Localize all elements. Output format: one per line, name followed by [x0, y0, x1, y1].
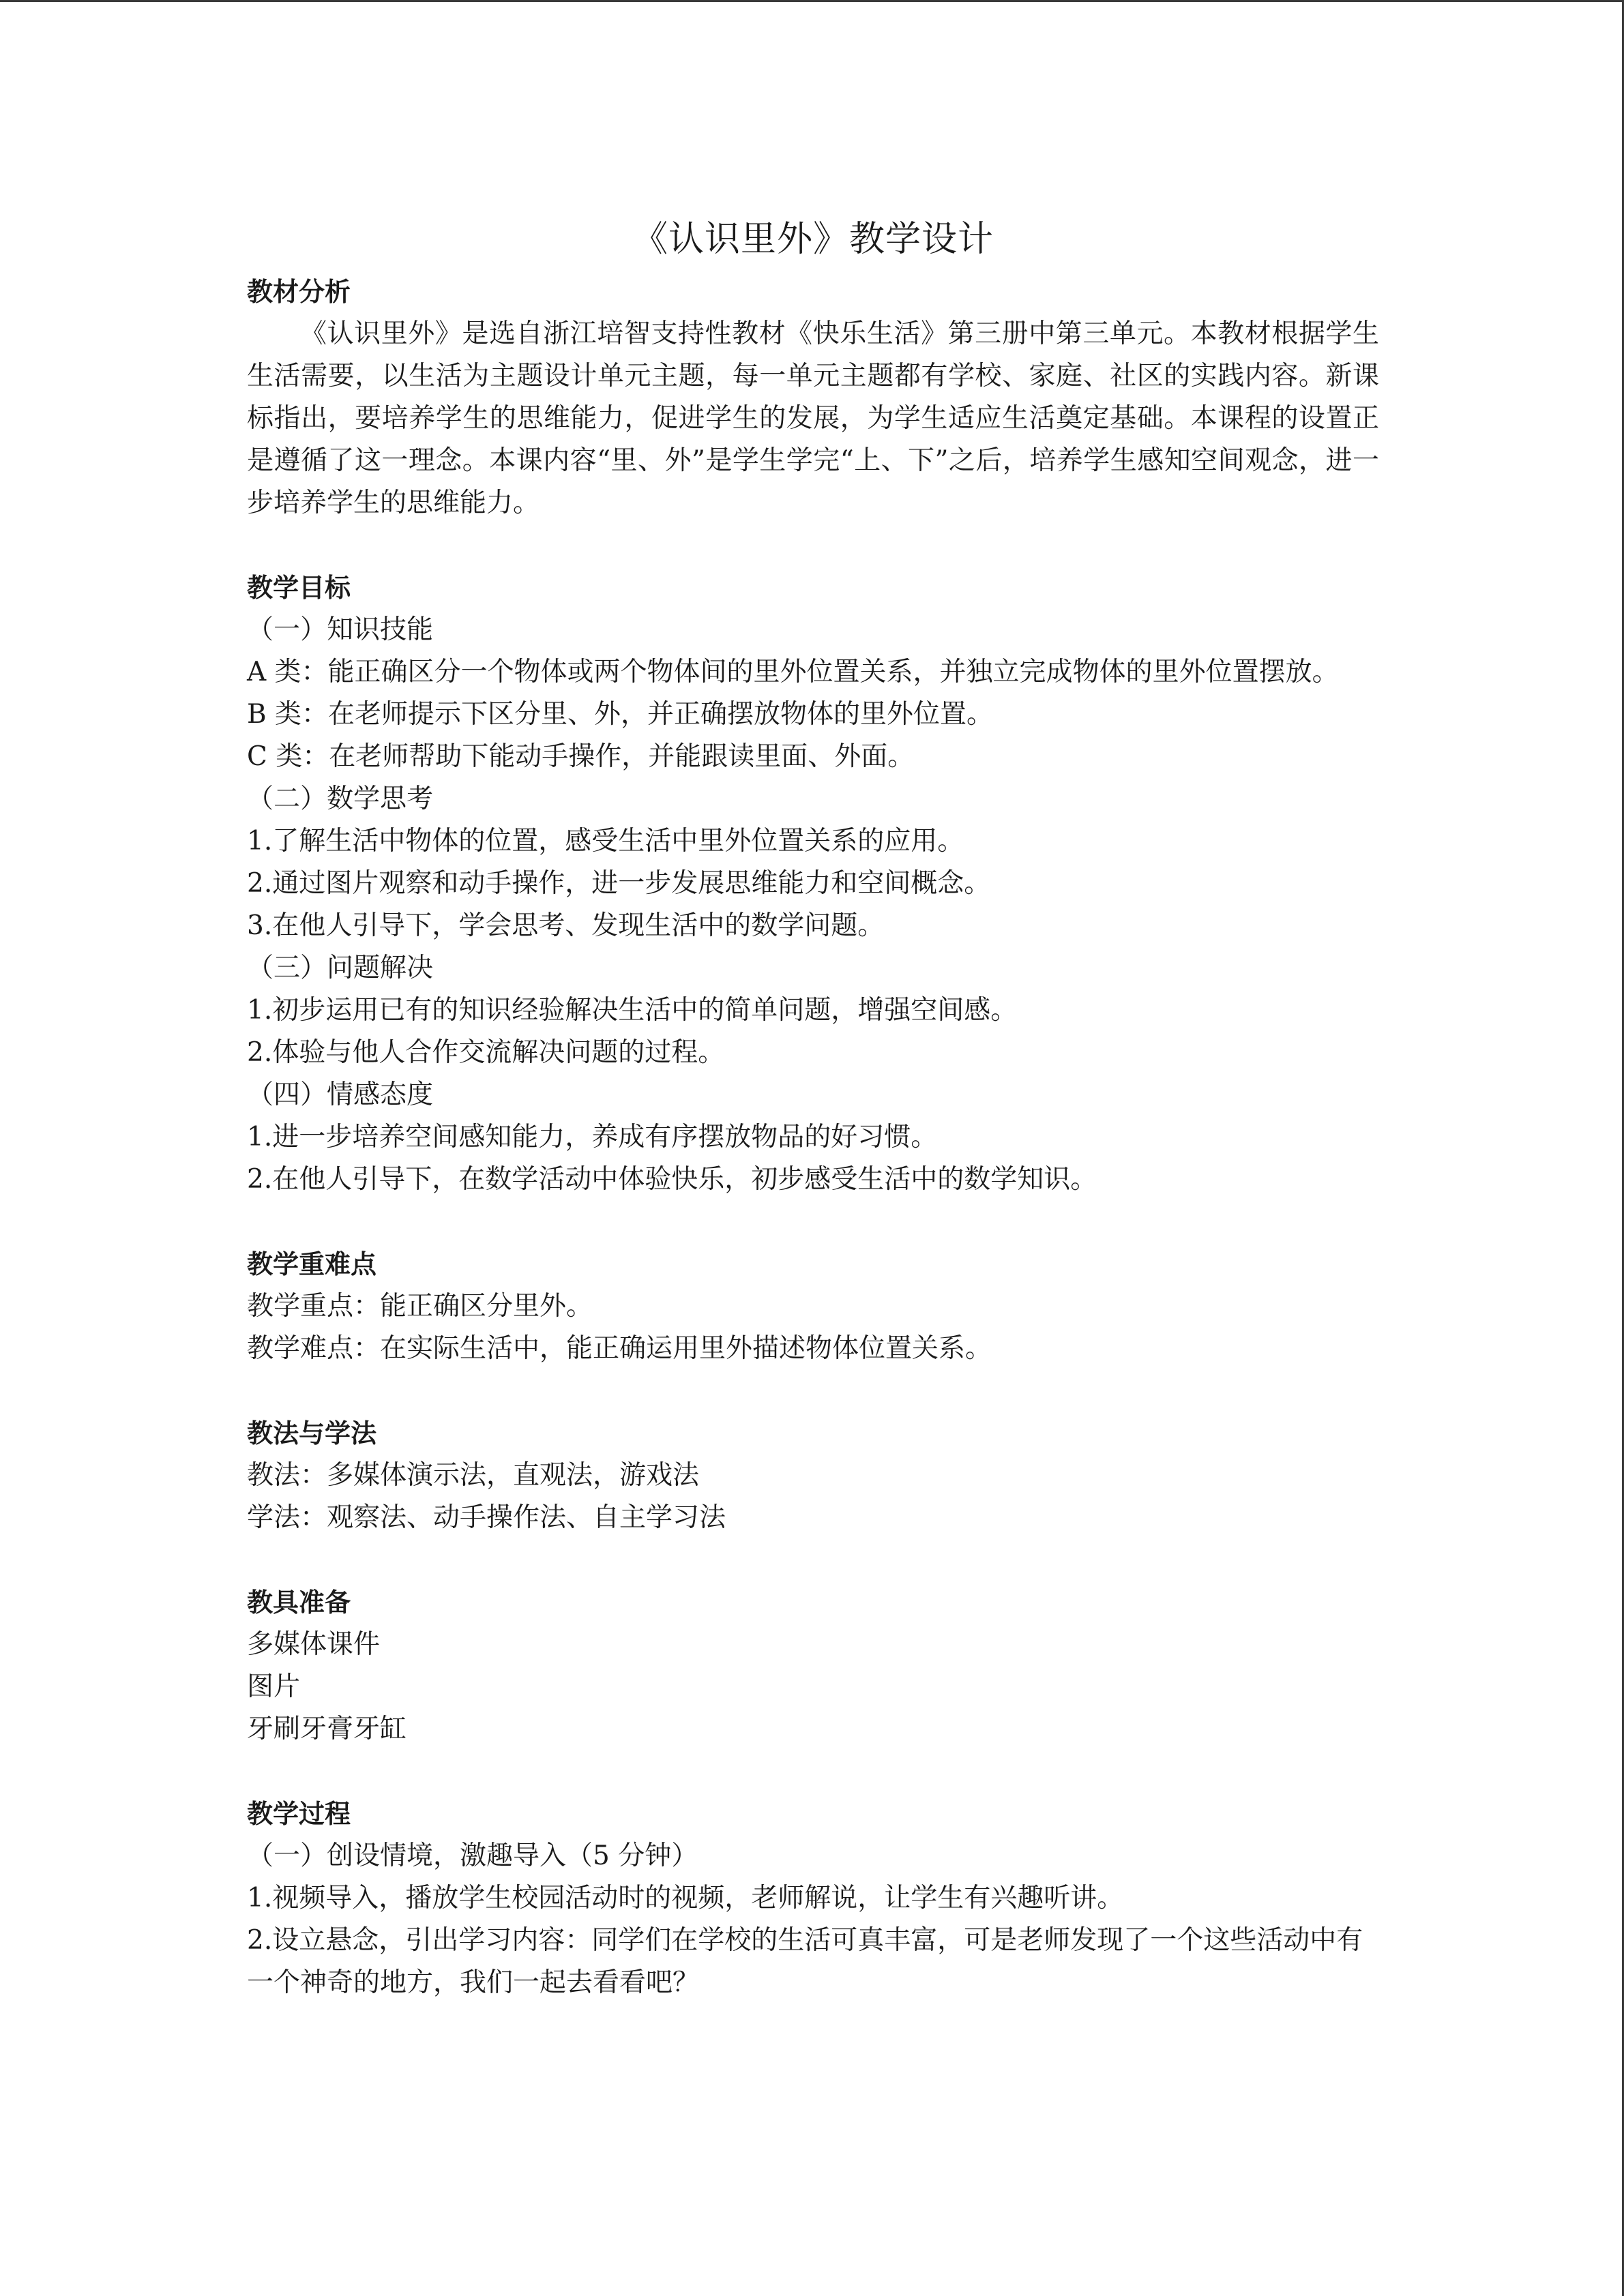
section-heading-key-points: 教学重难点 [247, 1249, 377, 1279]
key-point-line: 教学难点：在实际生活中，能正确运用里外描述物体位置关系。 [247, 1333, 992, 1364]
objective-subheading: （一）知识技能 [247, 614, 434, 645]
objective-line: 2.在他人引导下，在数学活动中体验快乐，初步感受生活中的数学知识。 [247, 1164, 1097, 1195]
spacer [247, 524, 1379, 567]
section-key-points [247, 1243, 1379, 1370]
objective-subheading: （四）情感态度 [247, 1079, 434, 1110]
objective-line: 2.通过图片观察和动手操作，进一步发展思维能力和空间概念。 [247, 868, 991, 899]
section-heading-methods: 教法与学法 [247, 1418, 377, 1448]
spacer [247, 1539, 1379, 1581]
material-item: 多媒体课件 [247, 1629, 381, 1660]
objective-subheading: （三）问题解决 [247, 953, 434, 983]
material-item: 图片 [247, 1671, 301, 1702]
objective-line: 1.进一步培养空间感知能力，养成有序摆放物品的好习惯。 [247, 1122, 938, 1152]
method-line: 教法：多媒体演示法，直观法，游戏法 [247, 1460, 700, 1491]
process-subheading: （一）创设情境，激趣导入（5 分钟） [247, 1840, 698, 1871]
section-analysis [247, 271, 1379, 524]
material-item: 牙刷牙膏牙缸 [247, 1714, 407, 1744]
objective-line: 1.初步运用已有的知识经验解决生活中的简单问题，增强空间感。 [247, 995, 1018, 1026]
objective-line: 3.在他人引导下，学会思考、发现生活中的数学问题。 [247, 910, 885, 941]
document-content [247, 212, 1379, 2004]
document-title: 《认识里外》教学设计 [632, 219, 994, 260]
objective-line: 1.了解生活中物体的位置，感受生活中里外位置关系的应用。 [247, 826, 964, 856]
analysis-paragraph: 《认识里外》是选自浙江培智支持性教材《快乐生活》第三册中第三单元。本教材根据学生生活需要，以生活为主题设计单元主题，每一单元主题都有学校、家庭、社区的实践内容。新课标指出，要培养学生的思维能力，促进学生的发展，为学生适应生活奠定基础。本课程的设置正是遵循了这一理念。本课内容“里、外”是学生学完“上、下”之后，培养学生感知空间观念，进一步培养学生的思维能力。 [247, 318, 1379, 518]
process-line: 2.设立悬念，引出学习内容：同学们在学校的生活可真丰富，可是老师发现了一个这些活动中有一个神奇的地方，我们一起去看看吧？ [247, 1925, 1363, 1998]
spacer [247, 1370, 1379, 1412]
objective-line: C 类：在老师帮助下能动手操作，并能跟读里面、外面。 [247, 741, 915, 772]
spacer [247, 1201, 1379, 1243]
objective-line: A 类：能正确区分一个物体或两个物体间的里外位置关系，并独立完成物体的里外位置摆放。 [247, 657, 1339, 687]
section-heading-analysis: 教材分析 [247, 277, 351, 307]
method-line: 学法：观察法、动手操作法、自主学习法 [247, 1502, 726, 1533]
section-materials [247, 1581, 1379, 1750]
section-methods [247, 1412, 1379, 1539]
section-heading-materials: 教具准备 [247, 1587, 351, 1617]
process-line: 1.视频导入，播放学生校园活动时的视频，老师解说，让学生有兴趣听讲。 [247, 1883, 1124, 1913]
key-point-line: 教学重点：能正确区分里外。 [247, 1291, 593, 1322]
section-heading-objectives: 教学目标 [247, 573, 351, 603]
objective-subheading: （二）数学思考 [247, 784, 434, 814]
section-objectives [247, 567, 1379, 1201]
section-process [247, 1793, 1379, 2004]
objective-line: 2.体验与他人合作交流解决问题的过程。 [247, 1037, 725, 1068]
objective-line: B 类：在老师提示下区分里、外，并正确摆放物体的里外位置。 [247, 699, 994, 730]
spacer [247, 1750, 1379, 1793]
section-heading-process: 教学过程 [247, 1799, 351, 1829]
